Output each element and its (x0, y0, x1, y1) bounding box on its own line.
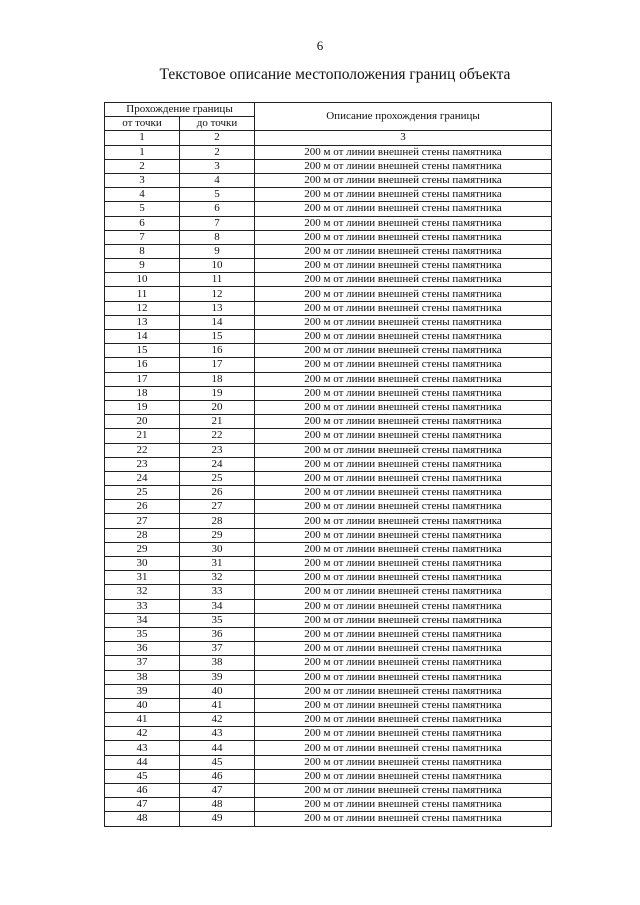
description-cell: 200 м от линии внешней стены памятника (255, 244, 552, 258)
from-point-cell: 23 (105, 457, 180, 471)
description-cell: 200 м от линии внешней стены памятника (255, 627, 552, 641)
to-point-cell: 26 (180, 486, 255, 500)
description-cell: 200 м от линии внешней стены памятника (255, 670, 552, 684)
from-point-cell: 30 (105, 557, 180, 571)
from-point-cell: 42 (105, 727, 180, 741)
description-header: Описание прохождения границы (255, 103, 552, 131)
table-row (105, 670, 552, 684)
from-point-cell: 22 (105, 443, 180, 457)
description-cell: 200 м от линии внешней стены памятника (255, 372, 552, 386)
description-cell: 200 м от линии внешней стены памятника (255, 755, 552, 769)
to-point-header: до точки (180, 117, 255, 131)
from-point-cell: 19 (105, 400, 180, 414)
table-row (105, 571, 552, 585)
description-cell: 200 м от линии внешней стены памятника (255, 230, 552, 244)
to-point-cell: 49 (180, 812, 255, 826)
table-row (105, 443, 552, 457)
to-point-cell: 21 (180, 415, 255, 429)
from-point-cell: 13 (105, 315, 180, 329)
to-point-cell: 37 (180, 642, 255, 656)
description-cell: 200 м от линии внешней стены памятника (255, 656, 552, 670)
from-point-cell: 12 (105, 301, 180, 315)
from-point-cell: 38 (105, 670, 180, 684)
description-cell: 200 м от линии внешней стены памятника (255, 500, 552, 514)
from-point-header: от точки (105, 117, 180, 131)
table-row (105, 429, 552, 443)
description-cell: 200 м от линии внешней стены памятника (255, 457, 552, 471)
from-point-cell: 32 (105, 585, 180, 599)
description-cell: 200 м от линии внешней стены памятника (255, 159, 552, 173)
table-row (105, 542, 552, 556)
table-row (105, 599, 552, 613)
from-point-cell: 2 (105, 159, 180, 173)
boundary-passage-header: Прохождение границы (105, 103, 255, 117)
to-point-cell: 23 (180, 443, 255, 457)
to-point-cell: 43 (180, 727, 255, 741)
to-point-cell: 30 (180, 542, 255, 556)
from-point-cell: 11 (105, 287, 180, 301)
column-number: 3 (255, 131, 552, 145)
from-point-cell: 10 (105, 273, 180, 287)
from-point-cell: 16 (105, 358, 180, 372)
to-point-cell: 15 (180, 330, 255, 344)
table-row (105, 557, 552, 571)
boundary-table (104, 102, 552, 827)
description-cell: 200 м от линии внешней стены памятника (255, 798, 552, 812)
to-point-cell: 17 (180, 358, 255, 372)
to-point-cell: 44 (180, 741, 255, 755)
table-row (105, 486, 552, 500)
table-row (105, 514, 552, 528)
to-point-cell: 6 (180, 202, 255, 216)
to-point-cell: 12 (180, 287, 255, 301)
to-point-cell: 33 (180, 585, 255, 599)
from-point-cell: 33 (105, 599, 180, 613)
table-row (105, 173, 552, 187)
from-point-cell: 6 (105, 216, 180, 230)
to-point-cell: 36 (180, 627, 255, 641)
description-cell: 200 м от линии внешней стены памятника (255, 202, 552, 216)
from-point-cell: 48 (105, 812, 180, 826)
from-point-cell: 14 (105, 330, 180, 344)
to-point-cell: 3 (180, 159, 255, 173)
from-point-cell: 37 (105, 656, 180, 670)
from-point-cell: 24 (105, 471, 180, 485)
description-cell: 200 м от линии внешней стены памятника (255, 443, 552, 457)
description-cell: 200 м от линии внешней стены памятника (255, 528, 552, 542)
table-row (105, 230, 552, 244)
to-point-cell: 14 (180, 315, 255, 329)
description-cell: 200 м от линии внешней стены памятника (255, 145, 552, 159)
from-point-cell: 34 (105, 613, 180, 627)
table-row (105, 698, 552, 712)
description-cell: 200 м от линии внешней стены памятника (255, 358, 552, 372)
description-cell: 200 м от линии внешней стены памятника (255, 571, 552, 585)
to-point-cell: 27 (180, 500, 255, 514)
from-point-cell: 28 (105, 528, 180, 542)
to-point-cell: 20 (180, 400, 255, 414)
description-cell: 200 м от линии внешней стены памятника (255, 216, 552, 230)
description-cell: 200 м от линии внешней стены памятника (255, 557, 552, 571)
table-row (105, 642, 552, 656)
table-row (105, 159, 552, 173)
description-cell: 200 м от линии внешней стены памятника (255, 713, 552, 727)
table-row (105, 656, 552, 670)
from-point-cell: 25 (105, 486, 180, 500)
to-point-cell: 32 (180, 571, 255, 585)
table-row (105, 471, 552, 485)
to-point-cell: 31 (180, 557, 255, 571)
description-cell: 200 м от линии внешней стены памятника (255, 486, 552, 500)
table-row (105, 273, 552, 287)
description-cell: 200 м от линии внешней стены памятника (255, 613, 552, 627)
to-point-cell: 35 (180, 613, 255, 627)
to-point-cell: 16 (180, 344, 255, 358)
table-row (105, 287, 552, 301)
column-number: 2 (180, 131, 255, 145)
table-row (105, 315, 552, 329)
description-cell: 200 м от линии внешней стены памятника (255, 301, 552, 315)
description-cell: 200 м от линии внешней стены памятника (255, 514, 552, 528)
to-point-cell: 24 (180, 457, 255, 471)
to-point-cell: 45 (180, 755, 255, 769)
table-row (105, 259, 552, 273)
table-row (105, 344, 552, 358)
from-point-cell: 31 (105, 571, 180, 585)
to-point-cell: 22 (180, 429, 255, 443)
from-point-cell: 20 (105, 415, 180, 429)
description-cell: 200 м от линии внешней стены памятника (255, 698, 552, 712)
from-point-cell: 7 (105, 230, 180, 244)
to-point-cell: 7 (180, 216, 255, 230)
table-row (105, 528, 552, 542)
column-numbering-row (105, 131, 552, 145)
table-row (105, 500, 552, 514)
from-point-cell: 46 (105, 784, 180, 798)
from-point-cell: 4 (105, 188, 180, 202)
to-point-cell: 25 (180, 471, 255, 485)
to-point-cell: 19 (180, 386, 255, 400)
to-point-cell: 5 (180, 188, 255, 202)
description-cell: 200 м от линии внешней стены памятника (255, 784, 552, 798)
description-cell: 200 м от линии внешней стены памятника (255, 287, 552, 301)
from-point-cell: 36 (105, 642, 180, 656)
description-cell: 200 м от линии внешней стены памятника (255, 273, 552, 287)
description-cell: 200 м от линии внешней стены памятника (255, 386, 552, 400)
to-point-cell: 39 (180, 670, 255, 684)
document-title: Текстовое описание местоположения границ объекта (159, 66, 511, 83)
description-cell: 200 м от линии внешней стены памятника (255, 769, 552, 783)
table-row (105, 741, 552, 755)
to-point-cell: 11 (180, 273, 255, 287)
description-cell: 200 м от линии внешней стены памятника (255, 429, 552, 443)
from-point-cell: 35 (105, 627, 180, 641)
description-cell: 200 м от линии внешней стены памятника (255, 259, 552, 273)
description-cell: 200 м от линии внешней стены памятника (255, 727, 552, 741)
table-row (105, 769, 552, 783)
to-point-cell: 9 (180, 244, 255, 258)
to-point-cell: 48 (180, 798, 255, 812)
from-point-cell: 1 (105, 145, 180, 159)
description-cell: 200 м от линии внешней стены памятника (255, 173, 552, 187)
to-point-cell: 29 (180, 528, 255, 542)
from-point-cell: 47 (105, 798, 180, 812)
table-row (105, 812, 552, 826)
from-point-cell: 5 (105, 202, 180, 216)
from-point-cell: 21 (105, 429, 180, 443)
page-number: 6 (316, 38, 324, 53)
table-row (105, 727, 552, 741)
description-cell: 200 м от линии внешней стены памятника (255, 344, 552, 358)
description-cell: 200 м от линии внешней стены памятника (255, 585, 552, 599)
from-point-cell: 18 (105, 386, 180, 400)
table-row (105, 415, 552, 429)
from-point-cell: 8 (105, 244, 180, 258)
from-point-cell: 39 (105, 684, 180, 698)
table-row (105, 585, 552, 599)
to-point-cell: 10 (180, 259, 255, 273)
to-point-cell: 4 (180, 173, 255, 187)
table-row (105, 755, 552, 769)
column-number: 1 (105, 131, 180, 145)
table-body (105, 145, 552, 826)
from-point-cell: 44 (105, 755, 180, 769)
table-row (105, 400, 552, 414)
table-row (105, 386, 552, 400)
description-cell: 200 м от линии внешней стены памятника (255, 415, 552, 429)
table-row (105, 145, 552, 159)
from-point-cell: 29 (105, 542, 180, 556)
to-point-cell: 28 (180, 514, 255, 528)
to-point-cell: 41 (180, 698, 255, 712)
to-point-cell: 38 (180, 656, 255, 670)
table-row (105, 216, 552, 230)
to-point-cell: 13 (180, 301, 255, 315)
to-point-cell: 18 (180, 372, 255, 386)
table-row (105, 358, 552, 372)
description-cell: 200 м от линии внешней стены памятника (255, 542, 552, 556)
to-point-cell: 47 (180, 784, 255, 798)
from-point-cell: 45 (105, 769, 180, 783)
table-row (105, 684, 552, 698)
table-row (105, 798, 552, 812)
to-point-cell: 34 (180, 599, 255, 613)
description-cell: 200 м от линии внешней стены памятника (255, 400, 552, 414)
to-point-cell: 2 (180, 145, 255, 159)
table-row (105, 713, 552, 727)
description-cell: 200 м от линии внешней стены памятника (255, 741, 552, 755)
description-cell: 200 м от линии внешней стены памятника (255, 684, 552, 698)
table-row (105, 188, 552, 202)
description-cell: 200 м от линии внешней стены памятника (255, 315, 552, 329)
description-cell: 200 м от линии внешней стены памятника (255, 599, 552, 613)
table-row (105, 627, 552, 641)
table-row (105, 330, 552, 344)
table-row (105, 301, 552, 315)
description-cell: 200 м от линии внешней стены памятника (255, 188, 552, 202)
from-point-cell: 15 (105, 344, 180, 358)
from-point-cell: 9 (105, 259, 180, 273)
from-point-cell: 40 (105, 698, 180, 712)
table-header (105, 103, 552, 146)
description-cell: 200 м от линии внешней стены памятника (255, 642, 552, 656)
from-point-cell: 43 (105, 741, 180, 755)
table-row (105, 202, 552, 216)
from-point-cell: 3 (105, 173, 180, 187)
table-row (105, 457, 552, 471)
table-row (105, 244, 552, 258)
table-row (105, 613, 552, 627)
to-point-cell: 8 (180, 230, 255, 244)
from-point-cell: 27 (105, 514, 180, 528)
from-point-cell: 41 (105, 713, 180, 727)
table-row (105, 372, 552, 386)
description-cell: 200 м от линии внешней стены памятника (255, 471, 552, 485)
to-point-cell: 46 (180, 769, 255, 783)
table-row (105, 784, 552, 798)
description-cell: 200 м от линии внешней стены памятника (255, 330, 552, 344)
to-point-cell: 42 (180, 713, 255, 727)
from-point-cell: 17 (105, 372, 180, 386)
from-point-cell: 26 (105, 500, 180, 514)
to-point-cell: 40 (180, 684, 255, 698)
description-cell: 200 м от линии внешней стены памятника (255, 812, 552, 826)
